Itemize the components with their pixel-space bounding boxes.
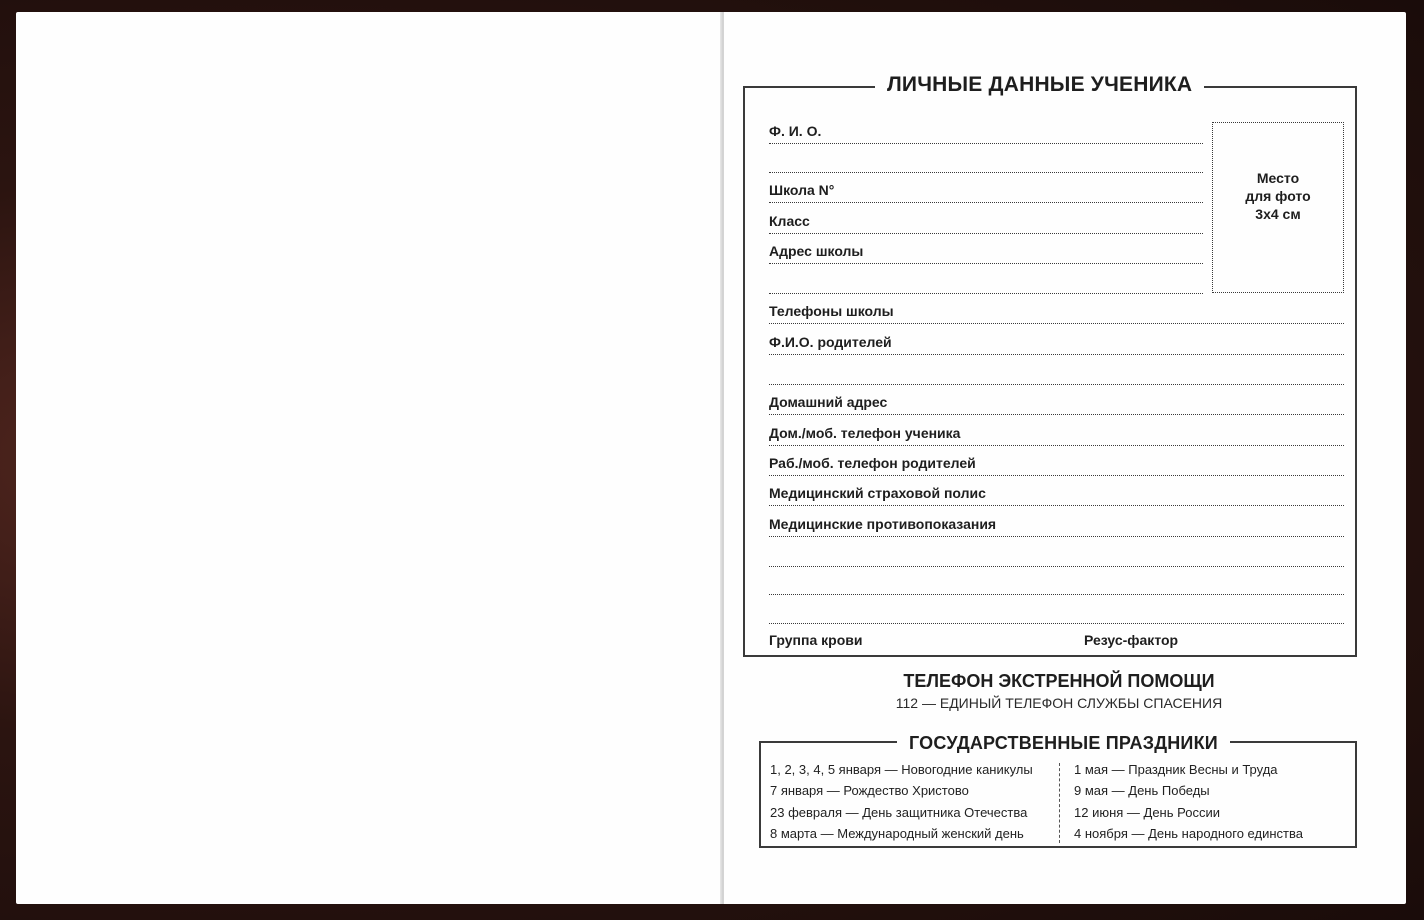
holiday-item: 23 февраля — День защитника Отечества: [770, 804, 1028, 820]
field-student-phone[interactable]: Дом./моб. телефон ученика: [769, 422, 1344, 446]
field-contraindications-extra-3[interactable]: [769, 600, 1344, 624]
field-home-address[interactable]: Домашний адрес: [769, 391, 1344, 415]
emergency-title: ТЕЛЕФОН ЭКСТРЕННОЙ ПОМОЩИ: [903, 671, 1215, 691]
holiday-item: 1, 2, 3, 4, 5 января — Новогодние каникулы: [770, 762, 1033, 777]
field-parents-phone[interactable]: Раб./моб. телефон родителей: [769, 452, 1344, 476]
holiday-item: 9 мая — День Победы: [1074, 783, 1210, 799]
holidays-left-column: [770, 759, 1033, 844]
holiday-item: 1 мая — Праздник Весны и Труда: [1074, 762, 1278, 777]
photo-placeholder: Место для фото 3х4 см: [1212, 122, 1344, 293]
holiday-item: 8 марта — Международный женский день: [770, 825, 1024, 841]
holidays-title: ГОСУДАРСТВЕННЫЕ ПРАЗДНИКИ: [897, 733, 1230, 754]
personal-data-title: ЛИЧНЫЕ ДАННЫЕ УЧЕНИКА: [875, 73, 1204, 97]
field-parents-fio[interactable]: Ф.И.О. родителей: [769, 331, 1344, 355]
field-fio-extra[interactable]: [769, 149, 1203, 173]
blood-group-label: Группа крови: [769, 632, 863, 648]
field-contraindications-extra-2[interactable]: [769, 571, 1344, 595]
field-contraindications[interactable]: Медицинские противопоказания: [769, 513, 1344, 537]
field-class[interactable]: Класс: [769, 210, 1203, 234]
holiday-item: 4 ноября — День народного единства: [1074, 825, 1303, 841]
holidays-divider: [1059, 763, 1060, 843]
field-school-address[interactable]: Адрес школы: [769, 240, 1203, 264]
field-school-phones[interactable]: Телефоны школы: [769, 300, 1344, 324]
field-school-no[interactable]: Школа N°: [769, 179, 1203, 203]
field-contraindications-extra-1[interactable]: [769, 543, 1344, 567]
field-school-address-extra[interactable]: [769, 270, 1203, 294]
holiday-item: 12 июня — День России: [1074, 804, 1220, 820]
emergency-subtitle: 112 — ЕДИНЫЙ ТЕЛЕФОН СЛУЖБЫ СПАСЕНИЯ: [895, 695, 1223, 711]
left-page: [16, 12, 722, 904]
field-insurance[interactable]: Медицинский страховой полис: [769, 482, 1344, 506]
field-fio[interactable]: Ф. И. О.: [769, 120, 1203, 144]
rh-factor-label: Резус-фактор: [1084, 632, 1179, 648]
holiday-item: 7 января — Рождество Христово: [770, 783, 969, 799]
holidays-frame: [759, 733, 1357, 848]
field-parents-fio-extra[interactable]: [769, 361, 1344, 385]
holidays-right-column: [1074, 759, 1303, 844]
